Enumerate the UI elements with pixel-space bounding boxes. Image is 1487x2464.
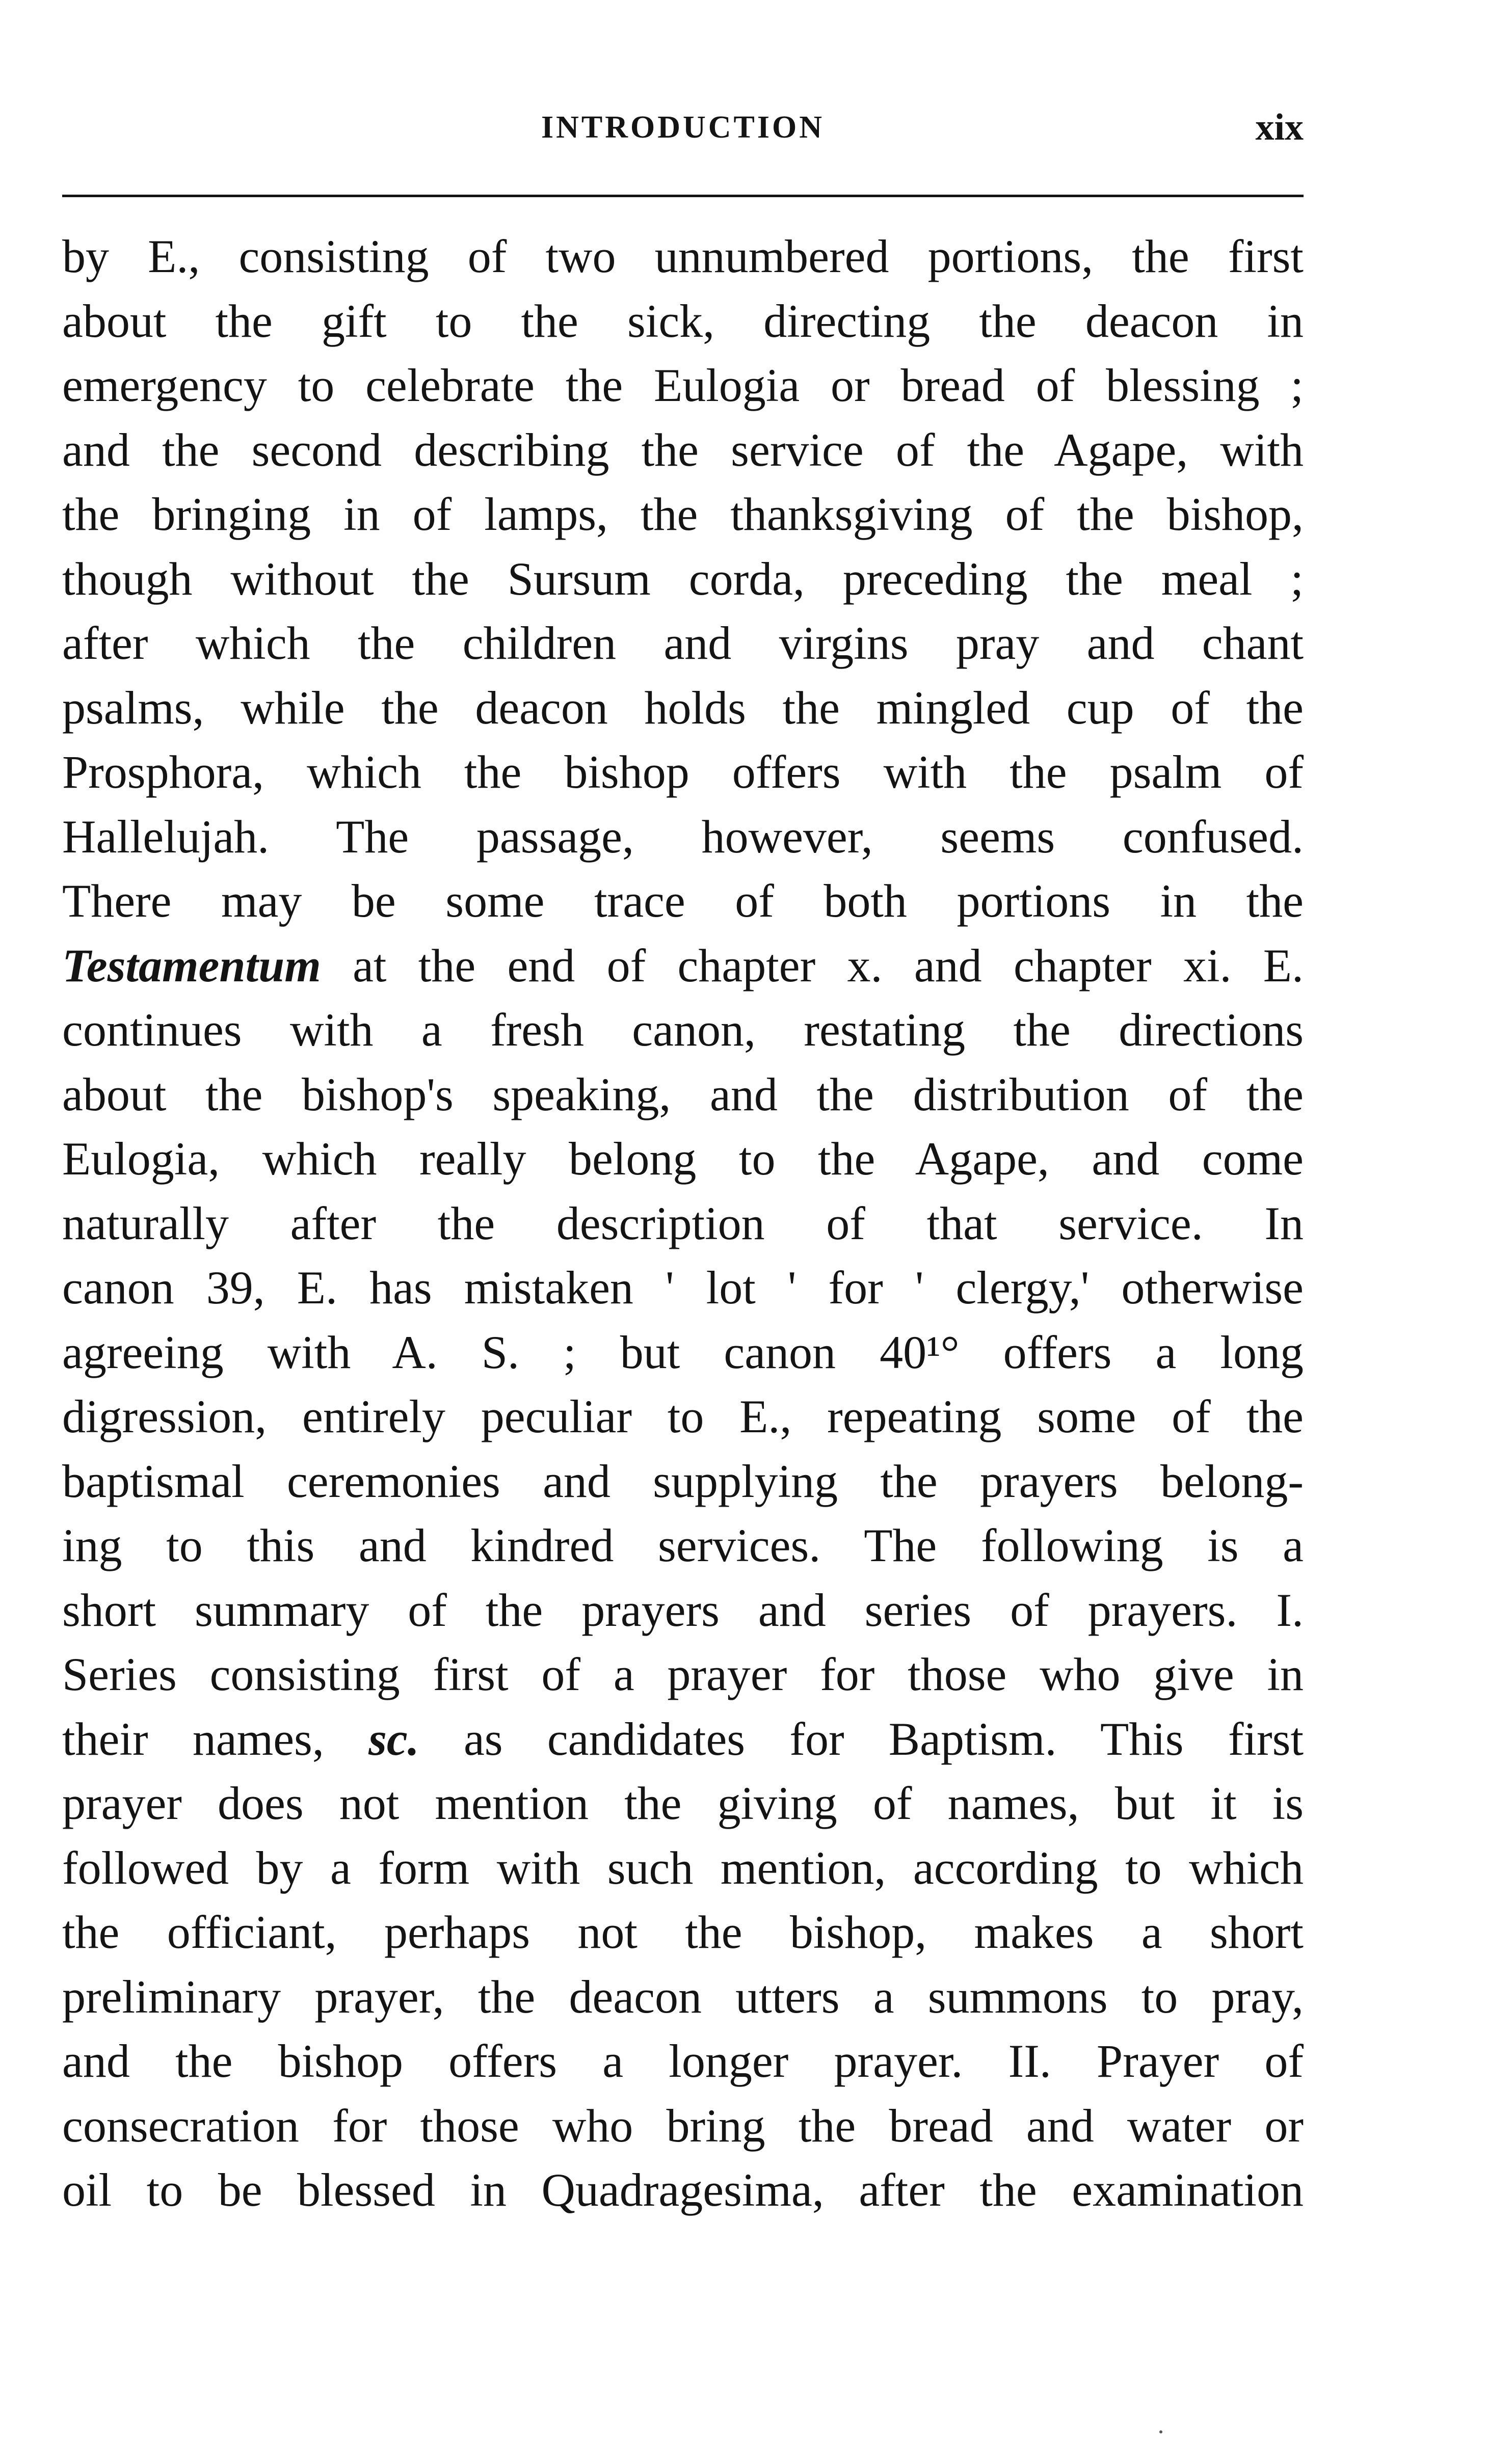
text-line: about the bishop's speaking, and the distribution of the	[62, 1068, 1304, 1120]
running-head	[62, 104, 1304, 150]
text-line: the bringing in of lamps, the thanksgiving of the bishop,	[62, 488, 1304, 540]
italic-title-testamentum: Testamentum	[62, 939, 321, 992]
text-line: the officiant, perhaps not the bishop, makes a short	[62, 1906, 1304, 1958]
text-line-start: their names,	[62, 1712, 324, 1765]
text-line: oil to be blessed in Quadragesima, after the examination	[62, 2164, 1304, 2216]
text-line: followed by a form with such mention, according to which	[62, 1841, 1304, 1894]
text-line: naturally after the description of that service. In	[62, 1197, 1304, 1249]
text-line: psalms, while the deacon holds the mingled cup of the	[62, 681, 1304, 734]
text-line-rest: as candidates for Baptism. This first	[463, 1712, 1304, 1765]
text-line: by E., consisting of two unnumbered portions, the first	[62, 230, 1304, 282]
text-line-rest: at the end of chapter x. and chapter xi. E.	[353, 939, 1304, 992]
body-text	[62, 224, 1304, 2222]
text-line: though without the Sursum corda, preceding the meal ;	[62, 552, 1304, 605]
text-line: Prosphora, which the bishop offers with the psalm of	[62, 746, 1304, 798]
text-line: short summary of the prayers and series of prayers. I.	[62, 1584, 1304, 1636]
text-line: baptismal ceremonies and supplying the prayers belong-	[62, 1455, 1304, 1507]
text-line: There may be some trace of both portions in the	[62, 875, 1304, 927]
text-line-with-italic	[62, 1707, 1304, 1772]
text-line: and the second describing the service of the Agape, with	[62, 423, 1304, 476]
text-line-with-italic	[62, 933, 1304, 998]
text-line: preliminary prayer, the deacon utters a summons to pray,	[62, 1970, 1304, 2023]
text-line: emergency to celebrate the Eulogia or bread of blessing ;	[62, 359, 1304, 411]
text-line: Eulogia, which really belong to the Agape, and come	[62, 1133, 1304, 1185]
page-number: xix	[1255, 106, 1304, 148]
text-line: digression, entirely peculiar to E., repeating some of the	[62, 1390, 1304, 1442]
text-line: about the gift to the sick, directing the deacon in	[62, 294, 1304, 347]
print-speck	[1159, 2430, 1162, 2433]
text-line: and the bishop offers a longer prayer. II. Prayer of	[62, 2035, 1304, 2087]
text-line: continues with a fresh canon, restating the directions	[62, 1004, 1304, 1056]
text-line: agreeing with A. S. ; but canon 40¹° offers a long	[62, 1326, 1304, 1378]
running-head-title: INTRODUCTION	[541, 110, 825, 145]
text-line: ing to this and kindred services. The following is a	[62, 1519, 1304, 1571]
italic-abbrev-sc: sc.	[368, 1712, 419, 1765]
text-line: Series consisting first of a prayer for those who give in	[62, 1648, 1304, 1700]
header-rule	[62, 195, 1304, 197]
text-line: after which the children and virgins pray and chant	[62, 617, 1304, 669]
text-line: canon 39, E. has mistaken ' lot ' for ' clergy,' otherwise	[62, 1262, 1304, 1314]
text-line: consecration for those who bring the bread and water or	[62, 2099, 1304, 2152]
text-line: Hallelujah. The passage, however, seems confused.	[62, 810, 1304, 863]
text-line: prayer does not mention the giving of names, but it is	[62, 1777, 1304, 1829]
